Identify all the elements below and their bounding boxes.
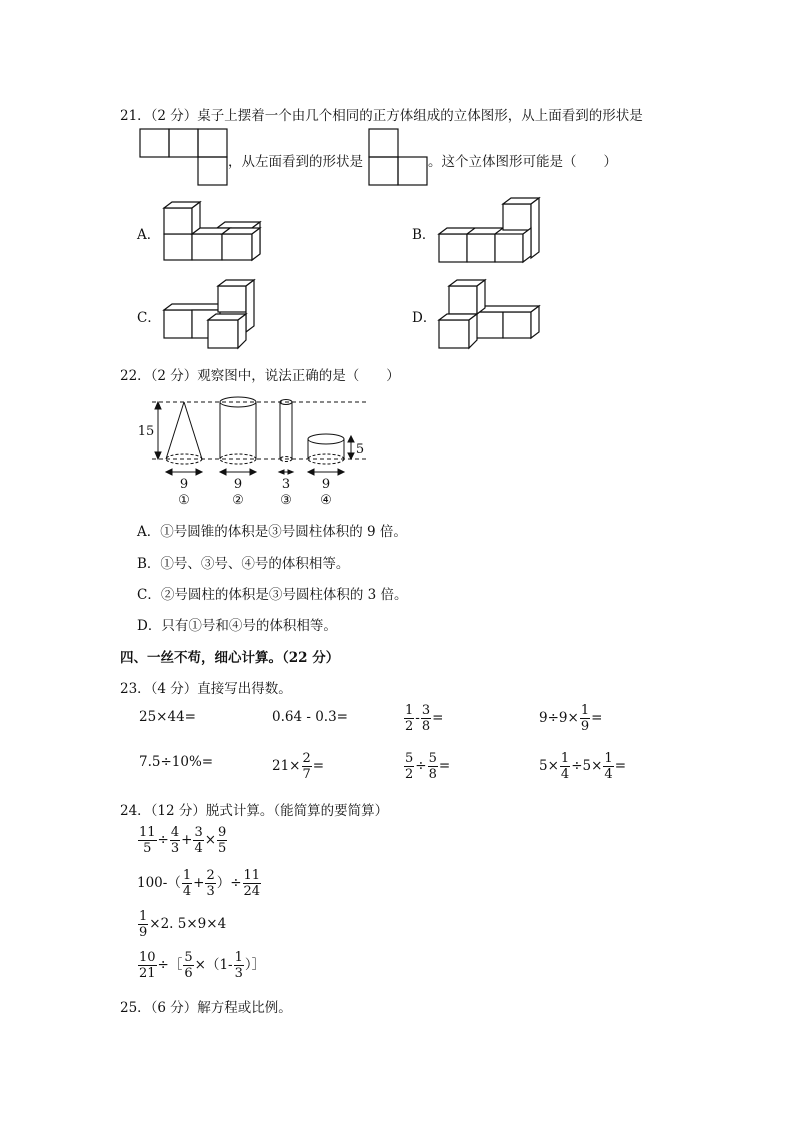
- q22-height-5: 5: [355, 442, 365, 457]
- q22-diameter-3: 3: [281, 477, 291, 492]
- q24-stem: 24．（12 分）脱式计算。（能简算的要简算）: [120, 803, 389, 819]
- q22-diameter-1: 9: [179, 477, 189, 492]
- q24-expr-4: $\frac{10}{21}$ ÷［ $\frac{5}{6}$ ×（1- $\frac{1}{3}$ ）］: [139, 950, 266, 981]
- q21-stem-mid1: ，从左面看到的形状是: [228, 154, 363, 170]
- q21-option-d-cubes[interactable]: [435, 278, 545, 350]
- q22-label-1: ①: [178, 493, 190, 508]
- q22-diameter-2: 9: [233, 477, 243, 492]
- q23-stem: 23．（4 分）直接写出得数。: [120, 681, 292, 697]
- q22-option-b[interactable]: B．①号、③号、④号的体积相等。: [137, 556, 350, 572]
- q21-option-c-cubes[interactable]: [160, 278, 270, 350]
- q21-option-a-label[interactable]: A．: [137, 227, 161, 243]
- q22-option-d[interactable]: D．只有①号和④号的体积相等。: [137, 618, 337, 634]
- q24-expr-3: $\frac{1}{9}$ ×2. 5×9×4: [139, 909, 227, 940]
- q23-expr-7: $\frac{5}{2}$ ÷ $\frac{5}{8}$ =: [405, 751, 451, 782]
- q21-stem-line1: 21．（2 分）桌子上摆着一个由几个相同的正方体组成的立体图形，从上面看到的形状是: [120, 108, 643, 124]
- q22-label-4: ④: [320, 493, 332, 508]
- q23-expr-8: 5× $\frac{1}{4}$ ÷5× $\frac{1}{4}$ =: [539, 751, 626, 782]
- q23-expr-1: 25×44=: [139, 709, 196, 725]
- q21-option-d-label[interactable]: D．: [412, 310, 437, 326]
- q24-expr-1: $\frac{11}{5}$ ÷ $\frac{4}{3}$ + $\frac{3}{4}$ × $\frac{9}{5}$: [139, 825, 227, 856]
- q21-stem-mid2: 。这个立体图形可能是（ ）: [428, 154, 617, 170]
- top-view-figure: [140, 129, 230, 187]
- q22-diameter-4: 9: [321, 477, 331, 492]
- q24-expr-2: 100-（ $\frac{1}{4}$ + $\frac{2}{3}$ ）÷ $\frac{11}{24}$: [137, 868, 261, 899]
- q21-option-a-cubes[interactable]: [160, 196, 270, 268]
- q23-expr-5: 7.5÷10%=: [139, 754, 214, 770]
- q22-solids-figure: [132, 392, 372, 507]
- q23-expr-3: $\frac{1}{2}$ - $\frac{3}{8}$ =: [405, 703, 444, 734]
- q22-stem: 22．（2 分）观察图中，说法正确的是（ ）: [120, 368, 400, 384]
- q23-expr-6: 21× $\frac{2}{7}$ =: [272, 751, 325, 782]
- q21-option-b-label[interactable]: B．: [412, 227, 436, 243]
- q23-expr-2: 0.64 - 0.3=: [272, 709, 348, 725]
- left-view-figure: [369, 129, 431, 187]
- q25-stem: 25．（6 分）解方程或比例。: [120, 1000, 292, 1016]
- q23-expr-4: 9÷9× $\frac{1}{9}$ =: [539, 703, 603, 734]
- q22-height-15: 15: [137, 424, 155, 439]
- q22-option-c[interactable]: C．②号圆柱的体积是③号圆柱体积的 3 倍。: [137, 587, 408, 603]
- q21-option-b-cubes[interactable]: [435, 196, 545, 268]
- q21-option-c-label[interactable]: C．: [137, 310, 161, 326]
- q22-label-3: ③: [280, 493, 292, 508]
- q22-label-2: ②: [232, 493, 244, 508]
- section-4-heading: 四、一丝不苟，细心计算。（22 分）: [120, 650, 340, 666]
- q22-option-a[interactable]: A．①号圆锥的体积是③号圆柱体积的 9 倍。: [137, 524, 407, 540]
